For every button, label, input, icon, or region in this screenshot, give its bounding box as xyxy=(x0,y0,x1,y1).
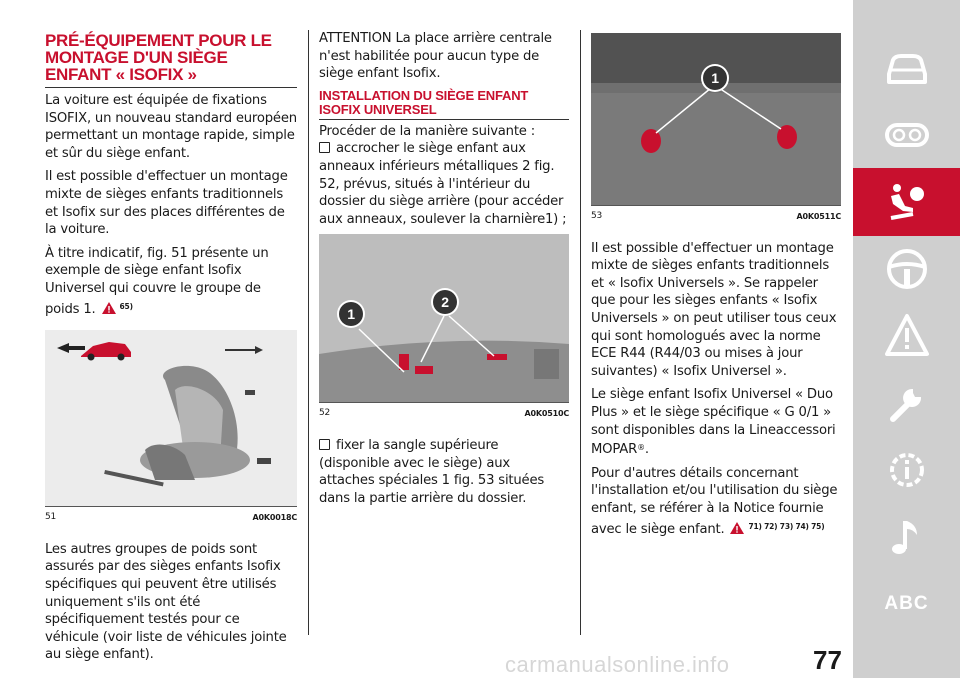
nav-index[interactable] xyxy=(853,570,960,638)
callout-2: 2 xyxy=(441,294,449,311)
paragraph: Il est possible d'effectuer un montage mixte de sièges enfants traditionnels et « Isofix Universels ». Se rappeler que pour les sièges enfants « Isofix Universels » on peut utiliser tous ceux qui sont homologués avec la norme ECE R44 (R44/03 ou mises à jour suivantes) « Isofix Universel ». xyxy=(591,240,837,379)
nav-driving[interactable] xyxy=(853,235,960,303)
section-title: PRÉ-ÉQUIPEMENT POUR LE MONTAGE D'UN SIÈGE ENFANT « ISOFIX » xyxy=(45,32,297,88)
dashboard-icon xyxy=(883,111,931,159)
info-icon xyxy=(883,446,931,494)
paragraph-text: Le siège enfant Isofix Universel « Duo Plus » et le siège spécifique « G 0/1 » sont disponibles dans la Lineaccessori MOPAR xyxy=(591,387,836,458)
figure-52-lower-anchors xyxy=(319,234,569,403)
paragraph-text: À titre indicatif, fig. 51 présente un exemple de siège enfant Isofix Universel qui couvre le groupe de poids 1. xyxy=(45,245,269,317)
callout-1: 1 xyxy=(711,70,719,86)
warning-icon xyxy=(883,312,931,360)
warning-icon xyxy=(102,302,116,314)
figure-number: 51 xyxy=(45,512,57,523)
nav-safety[interactable] xyxy=(853,168,960,236)
music-icon xyxy=(883,513,931,561)
column-2 xyxy=(319,30,569,513)
figure-code: A0K0510C xyxy=(524,409,569,419)
child-seat-illustration xyxy=(45,330,297,506)
abc-index-label: ABC xyxy=(884,593,929,614)
checkbox-bullet-icon xyxy=(319,142,330,153)
column-1 xyxy=(45,30,297,670)
nav-dashboard[interactable] xyxy=(853,101,960,169)
paragraph: La voiture est équipée de fixations ISOFIX, un nouveau standard européen permettant un montage rapide, simple et sûr du siège enfant. xyxy=(45,93,297,161)
nav-maintenance[interactable] xyxy=(853,369,960,437)
nav-emergency[interactable] xyxy=(853,302,960,370)
watermark: carmanualsonline.info xyxy=(505,652,730,677)
nav-technical[interactable] xyxy=(853,436,960,504)
figure-caption xyxy=(319,405,569,423)
paragraph: Il est possible d'effectuer un montage mixte de sièges enfants traditionnels et Isofix sur des places différentes de la voiture. xyxy=(45,169,288,238)
steering-wheel-icon xyxy=(883,245,931,293)
paragraph-end: . xyxy=(644,442,649,458)
registered-mark: ® xyxy=(637,443,645,453)
callout-1: 1 xyxy=(347,306,355,323)
paragraph-text: Pour d'autres détails concernant l'installation et/ou l'utilisation du siège enfant, se référer à la Notice fournie avec le siège enfant. xyxy=(591,465,838,537)
car-icon xyxy=(883,44,931,92)
nav-car[interactable] xyxy=(853,34,960,102)
section-title: INSTALLATION DU SIÈGE ENFANT ISOFIX UNIVERSEL xyxy=(319,89,569,120)
paragraph xyxy=(591,386,841,458)
paragraph xyxy=(45,245,297,318)
figure-code: A0K0018C xyxy=(252,513,297,523)
list-item-text: fixer la sangle supérieure (disponible avec le siège) aux attaches spéciales 1 fig. 53 situées dans la partie arrière du dossier. xyxy=(319,437,545,506)
warning-icon xyxy=(730,522,744,534)
figure-code: A0K0511C xyxy=(796,212,841,221)
list-item xyxy=(319,140,569,228)
checkbox-bullet-icon xyxy=(319,439,330,450)
figure-53-top-tether xyxy=(591,33,841,206)
wrench-icon xyxy=(883,379,931,427)
figure-caption xyxy=(591,208,841,226)
figure-51-isofix-seat xyxy=(45,330,297,507)
chapter-sidebar xyxy=(853,0,960,678)
anchor-photo xyxy=(319,234,569,402)
paragraph: Les autres groupes de poids sont assurés par des sièges enfants Isofix spécifiques qui peuvent être utilisés uniquement s'ils ont été spécifiquement testés pour ce véhicule (voir liste de véhicules jointe au siège enfant). xyxy=(45,541,287,663)
tether-photo xyxy=(591,33,841,205)
list-item-text: accrocher le siège enfant aux anneaux inférieurs métalliques 2 fig. 52, prévus, situés à l'intérieur du dossier du siège arrière (pour accéder aux anneaux, soulever la charnière1) ; xyxy=(319,141,567,227)
figure-caption xyxy=(45,509,297,527)
airbag-seat-icon xyxy=(883,178,931,226)
list-item xyxy=(319,437,569,507)
column-3 xyxy=(591,30,841,544)
column-divider xyxy=(308,30,309,635)
figure-number: 53 xyxy=(591,211,603,221)
note-reference: 71) 72) 73) 74) 75) xyxy=(748,521,825,531)
paragraph xyxy=(591,465,841,538)
attention-note: ATTENTION La place arrière centrale n'est habilitée pour aucun type de siège enfant Isofix. xyxy=(319,31,552,82)
page-number: 77 xyxy=(813,645,842,675)
nav-multimedia[interactable] xyxy=(853,503,960,571)
paragraph: Procéder de la manière suivante : xyxy=(319,123,535,139)
column-divider xyxy=(580,30,581,635)
figure-number: 52 xyxy=(319,408,331,419)
note-reference: 65) xyxy=(119,301,133,311)
